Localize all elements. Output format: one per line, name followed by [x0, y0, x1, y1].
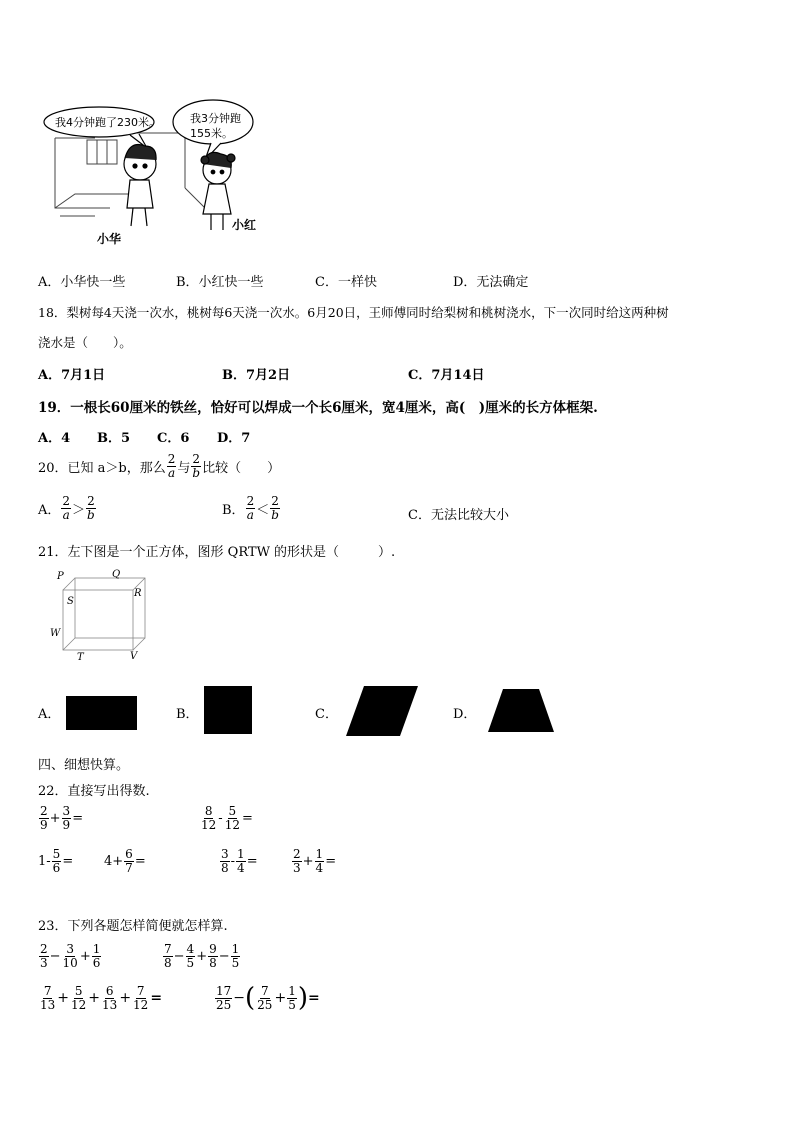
- rectangle-shape: [66, 696, 137, 730]
- speech-bubble-right-line1: 我3分钟跑: [190, 112, 241, 125]
- q19-option-d[interactable]: D．7: [217, 431, 251, 446]
- q18-option-a[interactable]: A．7月1日: [38, 368, 106, 383]
- cube-label-w: W: [50, 628, 61, 639]
- q23-expr-2: $\frac{7}{8}$ − $\frac{4}{5}$ + $\frac{9}{8}$ − $\frac{1}{5}$: [164, 942, 240, 970]
- q22-expr-3: 1- $\frac{5}{6}$ =: [38, 847, 74, 875]
- q18-question-line2: 浇水是（ ）。: [38, 335, 132, 350]
- q17-option-c[interactable]: C．一样快: [315, 275, 377, 290]
- q22-expr-5: $\frac{3}{8}$ - $\frac{1}{4}$ =: [221, 847, 258, 875]
- q20-option-a[interactable]: A． $\frac{2}{a}$ ＞ $\frac{2}{b}$: [38, 494, 95, 522]
- cube-label-q: Q: [112, 569, 121, 580]
- q20-option-c[interactable]: C．无法比较大小: [408, 508, 509, 523]
- q22-expr-4: 4+ $\frac{6}{7}$ =: [104, 847, 146, 875]
- q17-option-b[interactable]: B．小红快一些: [176, 275, 264, 290]
- q22-expr-1: $\frac{2}{9}$ + $\frac{3}{9}$ =: [40, 804, 84, 832]
- q21-option-d[interactable]: D．: [453, 707, 477, 722]
- cube-label-r: R: [134, 588, 142, 599]
- section-4-title: 四、细想快算。: [38, 758, 130, 773]
- q18-option-c[interactable]: C．7月14日: [408, 368, 485, 383]
- q23-expr-3: $\frac{7}{13}$ + $\frac{5}{12}$ + $\frac{6}{13}$ + $\frac{7}{12}$ =: [40, 984, 163, 1012]
- q22-expr-2: $\frac{8}{12}$ - $\frac{5}{12}$ =: [201, 804, 253, 832]
- speech-bubble-left: 我4分钟跑了230米。: [55, 116, 160, 129]
- q18-question-line1: 18．梨树每4天浇一次水，桃树每6天浇一次水。6月20日，王师傅同时给梨树和桃树浇水，下一次同时给这两种树: [38, 305, 669, 320]
- q21-option-c[interactable]: C．: [315, 707, 338, 722]
- cube-label-p: P: [57, 571, 64, 582]
- speech-bubble-right-line2: 155米。: [190, 127, 233, 140]
- q18-option-b[interactable]: B．7月2日: [222, 368, 291, 383]
- q20-prefix: 20．已知 a＞b，那么: [38, 460, 166, 476]
- q20-suffix: 比较（ ）: [202, 460, 281, 476]
- q22-expr-6: $\frac{2}{3}$ + $\frac{1}{4}$ =: [293, 847, 337, 875]
- q19-option-b[interactable]: B．5: [97, 431, 131, 446]
- q19-option-a[interactable]: A．4: [38, 431, 71, 446]
- q20-mid: 与: [177, 460, 191, 476]
- q21-question: 21．左下图是一个正方体，图形 QRTW 的形状是（ ）.: [38, 545, 396, 560]
- cube-diagram: [45, 568, 160, 668]
- fraction-2-over-a: $\frac{2}{a}$: [167, 452, 176, 480]
- q17-option-a[interactable]: A．小华快一些: [38, 275, 126, 290]
- q23-title: 23．下列各题怎样简便就怎样算.: [38, 919, 228, 934]
- q20-question: [38, 453, 280, 479]
- q19-question: 19．一根长60厘米的铁丝，恰好可以焊成一个长6厘米，宽4厘米，高( )厘米的长方体框架.: [38, 400, 598, 416]
- cube-label-t: T: [77, 652, 84, 663]
- q23-expr-4: $\frac{17}{25}$ − ( $\frac{7}{25}$ + $\frac{1}{5}$ ) =: [216, 983, 320, 1014]
- fraction-2-over-b: $\frac{2}{b}$: [192, 452, 201, 480]
- kid-name-xiaohong: 小红: [232, 218, 257, 232]
- trapezoid-shape: [488, 689, 554, 732]
- cube-label-s: S: [67, 596, 74, 607]
- kid-name-xiaohua: 小华: [97, 232, 122, 246]
- q21-option-a[interactable]: A．: [38, 707, 61, 722]
- q17-option-d[interactable]: D．无法确定: [453, 275, 529, 290]
- q19-option-c[interactable]: C．6: [157, 431, 190, 446]
- square-shape: [204, 686, 252, 734]
- q21-option-b[interactable]: B．: [176, 707, 199, 722]
- cube-label-v: V: [130, 651, 138, 662]
- q23-expr-1: $\frac{2}{3}$ − $\frac{3}{10}$ + $\frac{1}{6}$: [40, 942, 101, 970]
- parallelogram-shape: [346, 686, 418, 736]
- q20-option-b[interactable]: B． $\frac{2}{a}$ ＜ $\frac{2}{b}$: [222, 494, 279, 522]
- q22-title: 22．直接写出得数.: [38, 784, 150, 799]
